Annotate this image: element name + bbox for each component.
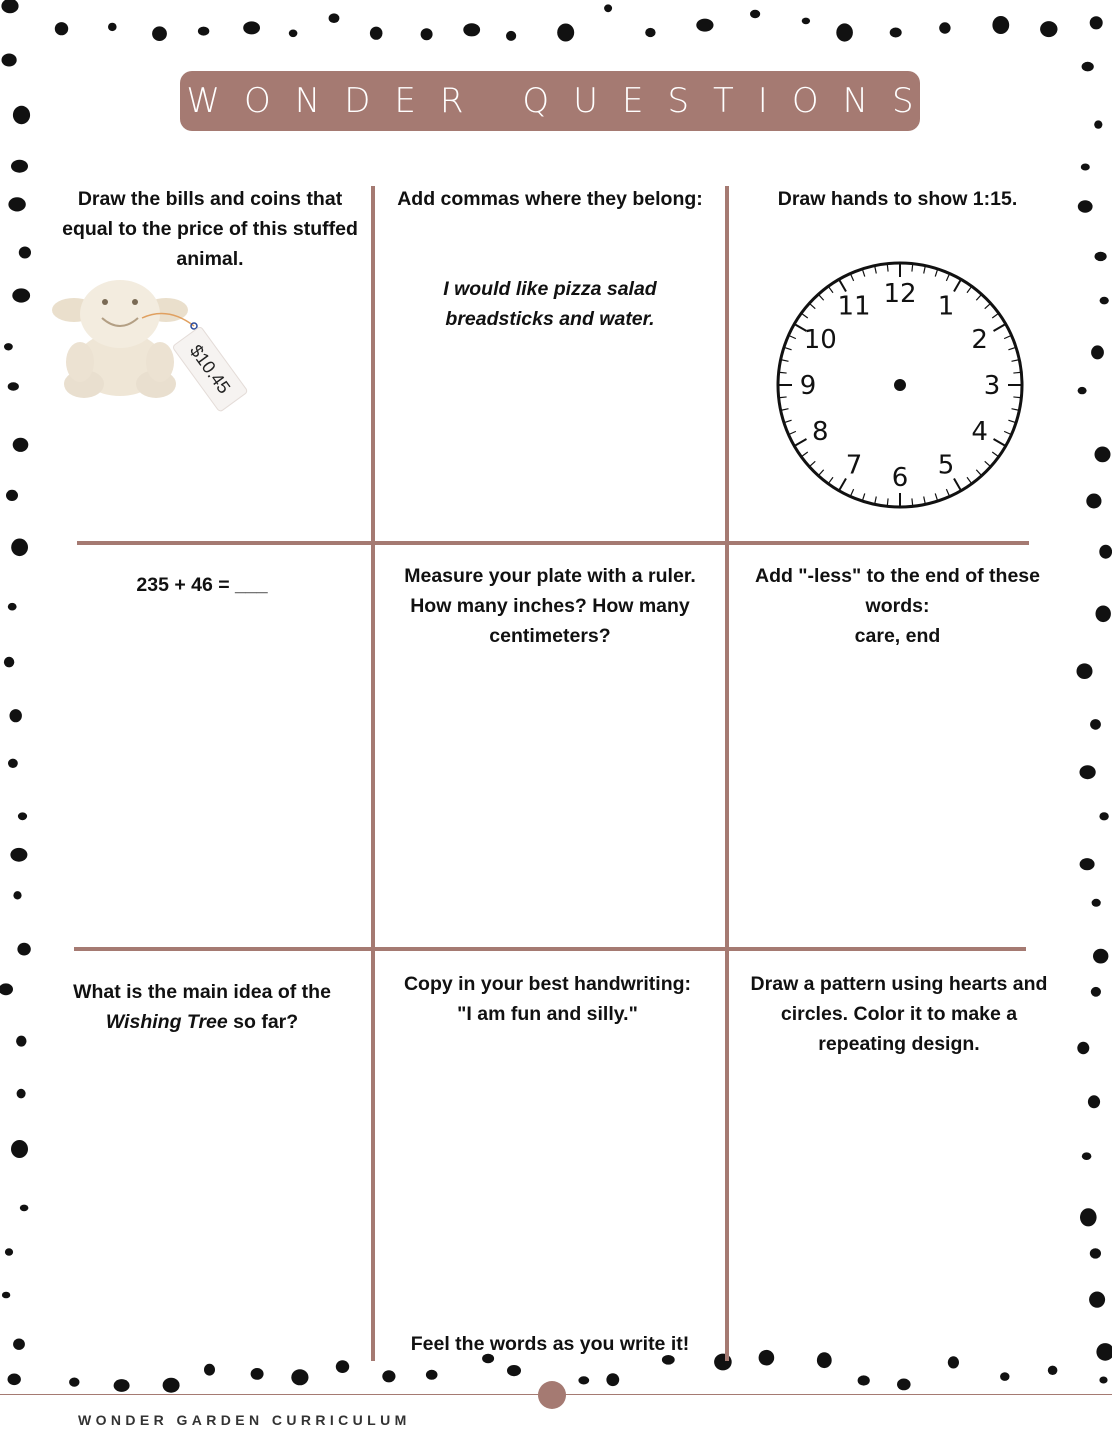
clock-number: 11 — [837, 291, 871, 322]
border-dot — [750, 10, 760, 18]
border-dot — [17, 1089, 26, 1099]
border-dot — [4, 343, 13, 350]
clock-number: 7 — [845, 450, 863, 481]
border-dot — [759, 1350, 775, 1366]
handwriting-prompt — [385, 969, 710, 1029]
border-dot — [20, 1205, 29, 1212]
border-dot — [1082, 1152, 1092, 1160]
border-dot — [8, 1374, 21, 1386]
clock-tick — [779, 372, 787, 373]
border-dot — [0, 983, 13, 995]
clock-number: 12 — [883, 279, 917, 309]
border-dot — [1099, 545, 1112, 559]
clock-center — [894, 379, 906, 391]
border-dot — [5, 1248, 13, 1256]
border-dot — [1091, 987, 1101, 997]
border-dot — [1099, 1377, 1107, 1384]
clock-tick — [912, 498, 913, 506]
border-dot — [578, 1376, 589, 1384]
border-dot — [243, 21, 260, 34]
border-dot — [421, 28, 433, 40]
border-dot — [463, 23, 480, 36]
border-dot — [1093, 949, 1108, 964]
grid-line-horizontal-top — [77, 541, 1029, 545]
border-dot — [836, 23, 853, 41]
border-dot — [8, 603, 17, 611]
book-title: Wishing Tree — [105, 1011, 228, 1033]
clock-prompt: Draw hands to show 1:15. — [777, 188, 1018, 210]
clock-number: 10 — [803, 325, 837, 355]
border-dot — [13, 106, 30, 124]
border-dot — [426, 1370, 438, 1380]
clock-tick — [1013, 397, 1021, 398]
border-dot — [714, 1354, 732, 1371]
border-dot — [897, 1379, 911, 1391]
main-idea-end: so far? — [227, 1011, 299, 1033]
border-dot — [1095, 447, 1111, 463]
handwriting-footer: Feel the words as you write it! — [410, 1333, 690, 1355]
clock-tick — [887, 498, 888, 506]
price-tag-text: $10.45 — [186, 340, 235, 398]
border-dot — [858, 1375, 870, 1385]
border-dot — [606, 1373, 619, 1386]
border-dot — [1090, 719, 1101, 730]
border-dot — [1048, 1366, 1058, 1375]
clock-tick — [779, 397, 787, 398]
border-dot — [604, 4, 612, 12]
border-dot — [1100, 297, 1109, 305]
border-dot — [10, 709, 22, 722]
border-dot — [1081, 164, 1090, 171]
border-dot — [1077, 1042, 1089, 1054]
border-dot — [557, 24, 574, 42]
border-dot — [55, 22, 68, 35]
border-dot — [370, 27, 383, 40]
border-dot — [1078, 200, 1093, 212]
border-dot — [890, 28, 902, 38]
border-dot — [16, 1036, 26, 1047]
clock-number: 4 — [971, 417, 988, 447]
border-dot — [10, 848, 27, 862]
border-dot — [1, 0, 18, 13]
main-idea-prompt — [52, 977, 352, 1037]
border-dot — [948, 1356, 959, 1368]
suffix-words: care, end — [854, 625, 941, 647]
clock-number: 5 — [937, 450, 955, 481]
border-dot — [1091, 345, 1104, 359]
border-dot — [4, 657, 14, 668]
border-dot — [2, 54, 17, 67]
border-dot — [152, 26, 167, 41]
border-dot — [1040, 21, 1057, 37]
border-dot — [114, 1379, 130, 1392]
border-dot — [1078, 387, 1087, 394]
border-dot — [817, 1352, 832, 1368]
border-dot — [1000, 1372, 1009, 1381]
border-dot — [8, 382, 19, 390]
border-dot — [1082, 62, 1094, 72]
suffix-prompt — [740, 561, 1055, 651]
border-dot — [507, 1365, 521, 1376]
clock-number: 6 — [891, 463, 909, 493]
main-idea-text: What is the main idea of the — [73, 981, 331, 1003]
border-dot — [1090, 1248, 1101, 1258]
clock-tick — [887, 264, 888, 272]
suffix-instructions: Add "-less" to the end of these words: — [754, 565, 1041, 617]
clock-number: 2 — [971, 325, 988, 355]
border-dot — [1094, 120, 1102, 128]
border-dot — [18, 812, 27, 820]
border-dot — [204, 1364, 215, 1376]
border-dot — [8, 197, 25, 211]
title-banner — [180, 71, 938, 131]
border-dot — [802, 18, 810, 25]
border-dot — [13, 891, 21, 899]
border-dot — [1092, 899, 1101, 907]
border-dot — [11, 539, 28, 557]
border-dot — [1096, 606, 1111, 623]
border-dot — [17, 943, 30, 956]
border-dot — [506, 31, 516, 41]
border-dot — [163, 1378, 180, 1393]
addition-problem: 235 + 46 = ___ — [136, 574, 268, 596]
border-dot — [1088, 1095, 1100, 1108]
border-dot — [1095, 252, 1107, 261]
border-dot — [8, 759, 18, 768]
border-dot — [291, 1369, 308, 1385]
border-dot — [1080, 858, 1095, 870]
clock-number: 3 — [983, 371, 1001, 401]
border-dot — [11, 1140, 28, 1158]
border-dot — [1077, 663, 1093, 679]
border-dot — [2, 1292, 10, 1299]
clock-number: 1 — [937, 291, 955, 322]
border-dot — [1089, 1292, 1105, 1308]
border-dot — [289, 30, 298, 38]
border-dot — [1099, 812, 1108, 820]
border-dot — [13, 438, 29, 452]
commas-sentence: I would like pizza salad breadsticks and water. — [443, 278, 657, 330]
handwriting-instructions: Copy in your best handwriting: — [403, 973, 692, 995]
border-dot — [198, 27, 209, 36]
border-dot — [19, 247, 31, 259]
pattern-prompt: Draw a pattern using hearts and circles. Color it to make a repeating design. — [750, 973, 1048, 1055]
commas-prompt: Add commas where they belong: — [397, 188, 703, 210]
border-dot — [69, 1378, 79, 1387]
clock-face — [770, 259, 1030, 511]
measure-prompt: Measure your plate with a ruler. How many inches? How many centimeters? — [404, 565, 696, 647]
border-dot — [1090, 16, 1103, 29]
border-dot — [336, 1360, 349, 1373]
border-dot — [992, 16, 1009, 34]
border-dot — [6, 490, 18, 501]
border-dot — [251, 1368, 264, 1380]
clock-tick — [912, 264, 913, 272]
border-dot — [108, 23, 117, 31]
page-title: WONDER QUESTIONS — [186, 81, 938, 121]
grid-line-vertical-right — [725, 186, 729, 1361]
footer-circle-ornament — [538, 1381, 566, 1409]
border-dot — [1080, 765, 1096, 779]
border-dot — [1080, 1208, 1097, 1226]
border-dot — [1096, 1343, 1112, 1361]
money-prompt: Draw the bills and coins that equal to the price of this stuffed animal. — [62, 188, 358, 270]
grid-line-vertical-left — [371, 186, 375, 1361]
grid-line-horizontal-bottom — [74, 947, 1026, 951]
border-dot — [696, 19, 713, 32]
footer-brand: WONDER GARDEN CURRICULUM — [78, 1412, 411, 1428]
clock-number: 9 — [799, 371, 817, 401]
border-dot — [11, 160, 28, 173]
border-dot — [329, 13, 340, 23]
border-dot — [382, 1370, 395, 1382]
border-dot — [13, 1339, 25, 1350]
clock-number: 8 — [812, 417, 829, 447]
border-dot — [939, 22, 950, 33]
border-dot — [1086, 494, 1101, 509]
handwriting-sentence: "I am fun and silly." — [457, 1003, 638, 1025]
border-dot — [645, 28, 655, 37]
clock-tick — [1013, 372, 1021, 373]
border-dot — [12, 288, 30, 302]
